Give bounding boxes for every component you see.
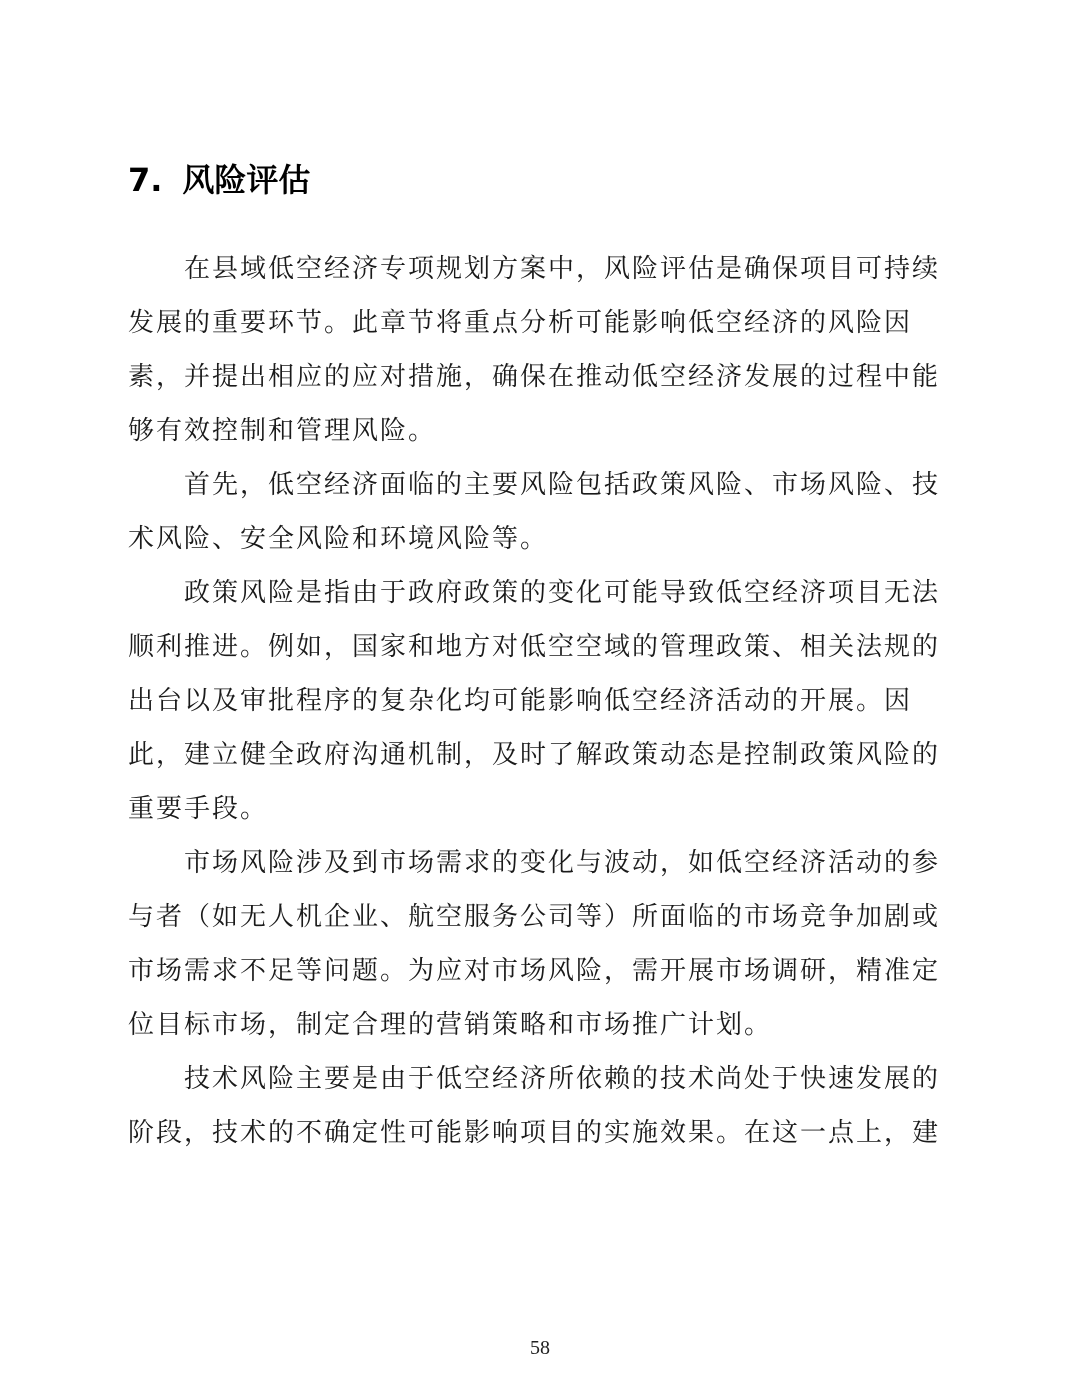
paragraph-risk-types — [128, 458, 948, 566]
text-line: 重要手段。 — [128, 794, 269, 824]
text-line: 在县域低空经济专项规划方案中，风险评估是确保项目可持续 — [184, 254, 941, 284]
section-heading — [128, 158, 310, 202]
page-number: 58 — [530, 1337, 550, 1359]
text-line: 技术风险主要是由于低空经济所依赖的技术尚处于快速发展的 — [184, 1064, 941, 1094]
text-line: 首先，低空经济面临的主要风险包括政策风险、市场风险、技 — [184, 470, 941, 500]
text-line: 此，建立健全政府沟通机制，及时了解政策动态是控制政策风险的 — [128, 740, 941, 770]
text-line: 政策风险是指由于政府政策的变化可能导致低空经济项目无法 — [184, 578, 941, 608]
paragraph-intro — [128, 242, 948, 458]
text-line: 出台以及审批程序的复杂化均可能影响低空经济活动的开展。因 — [128, 686, 913, 716]
text-line: 够有效控制和管理风险。 — [128, 416, 437, 446]
text-line: 市场风险涉及到市场需求的变化与波动，如低空经济活动的参 — [184, 848, 941, 878]
text-line: 位目标市场，制定合理的营销策略和市场推广计划。 — [128, 1010, 773, 1040]
text-line: 与者（如无人机企业、航空服务公司等）所面临的市场竞争加剧或 — [128, 902, 941, 932]
text-line: 市场需求不足等问题。为应对市场风险，需开展市场调研，精准定 — [128, 956, 941, 986]
paragraph-policy-risk — [128, 566, 948, 836]
text-line: 阶段，技术的不确定性可能影响项目的实施效果。在这一点上，建 — [128, 1118, 941, 1148]
section-number: 7. — [128, 161, 163, 199]
section-title: 风险评估 — [182, 161, 311, 199]
text-line: 素，并提出相应的应对措施，确保在推动低空经济发展的过程中能 — [128, 362, 941, 392]
body-text — [128, 242, 948, 1160]
text-line: 顺利推进。例如，国家和地方对低空空域的管理政策、相关法规的 — [128, 632, 941, 662]
paragraph-market-risk — [128, 836, 948, 1052]
text-line: 术风险、安全风险和环境风险等。 — [128, 524, 549, 554]
text-line: 发展的重要环节。此章节将重点分析可能影响低空经济的风险因 — [128, 308, 913, 338]
paragraph-technology-risk — [128, 1052, 948, 1160]
